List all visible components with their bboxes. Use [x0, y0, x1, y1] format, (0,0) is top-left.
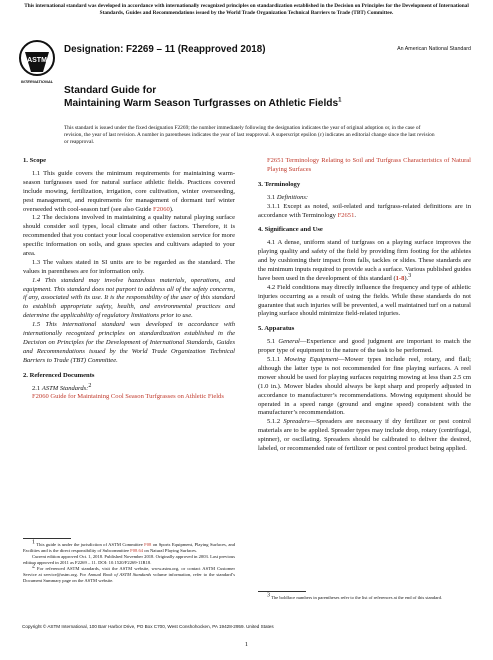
left-footnotes [23, 538, 235, 584]
para-1-1: 1.1 This guide covers the minimum requirements for maintaining warm-season turfgrasses used for natural surface athletic fields. Practices covered include mowing, fertilization, irrigation, core cultivation, winter overseeding, pest management, and requirements for management of dormant turf winter overseeded with cool-season turf (see also Guide F2060). [23, 169, 235, 213]
footnote-rule-right [258, 591, 306, 592]
footnote-1-edition: Current edition approved Oct. 1, 2018. Published November 2018. Originally approved in 2003. Last previous edition approved in 2011 as F2269 – 11. DOI: 10.1520/F2269-11R18. [23, 554, 235, 566]
right-column [258, 157, 471, 454]
para-4-2: 4.2 Field conditions may directly influence the frequency and type of athletic injuries occurring as a result of using the fields. While these standards do not guarantee that such injuries will be prevented, a well maintained turf on a natural playing surface should minimize field-related injuries. [258, 283, 471, 318]
para-4-1: 4.1 A dense, uniform stand of turfgrass on a playing surface improves the playing quality and safety of the field by providing firm footing for the athletes and by cushioning their impact from falls, tackles or slides. These standards are the minimum inputs required to provide such a surface. Various published guides have been used in the development of this standard (1-8).3 [258, 239, 471, 282]
footnote-rule [23, 538, 71, 539]
title-line-2 [64, 98, 342, 109]
header-notice: This international standard was developed in accordance with internationally recognized principles on standardization established in the Decision on Principles for the Development of International Standards, Guides and Recommendations issued by the World Trade Organization Technical Barriers to Trade (TBT) Committee. [24, 3, 469, 16]
left-column [23, 157, 235, 402]
terminology-heading: 3. Terminology [258, 180, 301, 188]
ref-link-f08[interactable]: F08 [144, 542, 152, 547]
logo-text: INTERNATIONAL [20, 79, 54, 84]
footnote-1: 1 This guide is under the jurisdiction of ASTM Committee F08 on Sports Equipment, Playing Surfaces, and Facilities and is the direct responsibility of Subcommittee F08.64 on Natural Playing Surfaces. [23, 539, 235, 554]
page-number: 1 [244, 641, 249, 648]
para-2-1: 2.1 ASTM Standards:2 [32, 382, 92, 392]
footnote-2: 2 For referenced ASTM standards, visit the ASTM website, www.astm.org, or contact ASTM Customer Service at service@astm.org. For Annual Book of ASTM Standards volume information, refer to the standard’s Document Summary page on the ASTM website. [23, 563, 235, 584]
ref-link-f2651-list[interactable]: F2651 [267, 157, 284, 164]
ref-link-f08-64[interactable]: F08.64 [130, 548, 144, 554]
para-1-4: 1.4 This standard may involve hazardous materials, operations, and equipment. This standard does not purport to address all of the safety concerns, if any, associated with its use. It is the responsibility of the user of this standard to establish appropriate safety, health, and environmental practices and determine the applicability of regulatory limitations prior to use. [23, 276, 235, 320]
intro-paragraph: This standard is issued under the fixed designation F2269; the number immediately following the designation indicates the year of original adoption or, in the case of revision, the year of last revision. A number in parentheses indicates the year of last reapproval. A superscript epsilon (ε) indicates an editorial change since the last revision or reapproval. [64, 125, 435, 146]
para-1-2: 1.2 The decisions involved in maintaining a quality natural playing surface should consider soil types, local climate and other factors. Therefore, it is recommended that you contact your local cooperative extension service for more specific information on soils, and grass species and cultivars adapted to your area. [23, 214, 235, 257]
title-text: Maintaining Warm Season Turfgrasses on Athletic Fields [64, 98, 339, 109]
ans-label: An American National Standard [397, 46, 471, 52]
significance-heading: 4. Significance and Use [258, 226, 323, 234]
title-footnote-mark: 1 [338, 97, 342, 104]
astm-logo [16, 38, 58, 86]
reference-item-f2060: F2060 Guide for Maintaining Cool Season Turfgrasses on Athletic Fields [32, 393, 224, 401]
title-line-1: Standard Guide for [64, 85, 157, 96]
ref-link-1-8[interactable]: 1-8 [395, 274, 405, 282]
ref-link-f2060-list[interactable]: F2060 [32, 393, 49, 401]
para-3-1: 3.1 Definitions: [267, 193, 309, 201]
scope-heading: 1. Scope [23, 157, 47, 164]
designation: Designation: F2269 – 11 (Reapproved 2018) [64, 44, 266, 55]
footnote-3: 3 The boldface numbers in parentheses refer to the list of references at the end of this standard. [267, 592, 443, 600]
right-footnotes [258, 591, 471, 601]
reference-item-f2651: F2651 Terminology Relating to Soil and Turfgrass Characteristics of Natural Playing Surfaces [267, 157, 471, 173]
referenced-documents-heading: 2. Referenced Documents [23, 371, 95, 379]
ref-link-f2651[interactable]: F2651 [337, 211, 355, 219]
para-1-5: 1.5 This international standard was developed in accordance with internationally recognized principles on standardization established in the Decision on Principles for the Development of International Standards, Guides and Recommendations issued by the World Trade Organization Technical Barriers to Trade (TBT) Committee. [23, 321, 235, 364]
para-1-3: 1.3 The values stated in SI units are to be regarded as the standard. The values in parentheses are for information only. [23, 258, 235, 275]
para-3-1-1: 3.1.1 Except as noted, soil-related and turfgrass-related definitions are in accordance with Terminology F2651. [258, 202, 471, 219]
para-5-1-1: 5.1.1 Mowing Equipment—Mower types include reel, rotary, and flail; although the latter type is not recommended for fine playing surfaces. A reel mower should be used for playing surfaces requiring mowing at less than 2.5 cm (1.0 in.). Mower blades should always be kept sharp and properly adjusted in accordance to manufacturer’s recommendations. Mowing equipment should be operated in a speed range (ground and engine speed) consistent with the manufacturer’s recommendation. [258, 356, 471, 417]
para-5-1-2: 5.1.2 Spreaders—Spreaders are necessary if dry fertilizer or pest control materials are to be applied. Spreader types may include drop, rotary (centrifugal, spinner), or oscillating. Spreaders should be calibrated to deliver the desired, labeled, or recommended rate of fertilizer or pest control product being applied. [258, 418, 472, 453]
para-5-1: 5.1 General—Experience and good judgment are important to match the proper type of equipment to the nature of the task to be performed. [258, 338, 471, 355]
svg-text:ASTM: ASTM [27, 57, 47, 64]
apparatus-heading: 5. Apparatus [258, 325, 295, 333]
copyright-line: Copyright © ASTM International, 100 Barr Harbor Drive, PO Box C700, West Conshohocken, PA 19428-2959. United States [22, 624, 274, 629]
ref-link-f2060[interactable]: F2060 [153, 205, 170, 213]
